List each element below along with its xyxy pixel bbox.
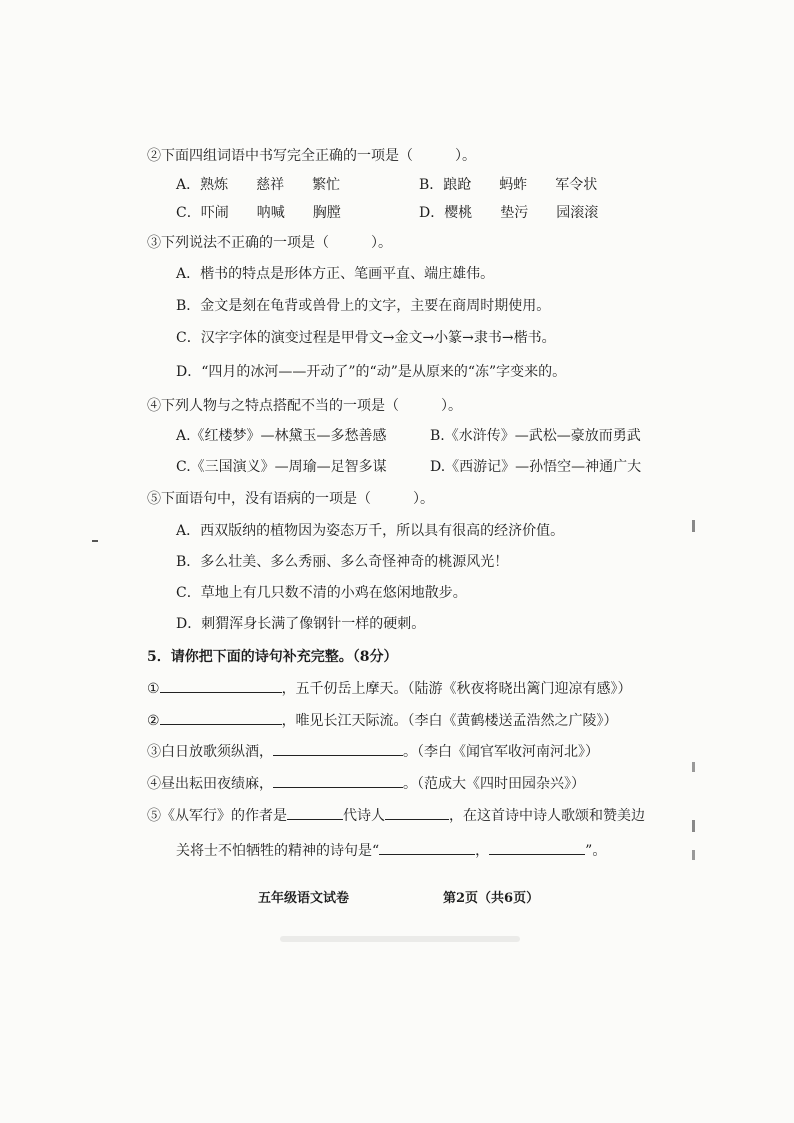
q5-option-a: A．西双版纳的植物因为姿态万千，所以具有很高的经济价值。 — [176, 523, 565, 539]
poem-item-4-suffix: 。（范成大《四时田园杂兴》） — [403, 776, 585, 792]
scan-mark — [692, 762, 695, 772]
poem-blank-3[interactable] — [273, 741, 403, 756]
q2-option-d: D．樱桃 垫污 园滚滚 — [419, 205, 599, 221]
poem-item-2 — [147, 710, 618, 731]
poem-blank-5-line2[interactable] — [489, 840, 585, 855]
poem-item-5-line2-a: 关将士不怕牺牲的精神的诗句是“ — [176, 843, 380, 859]
q4-option-c: C.《三国演义》—周瑜—足智多谋 — [176, 459, 387, 475]
poem-item-1 — [147, 678, 632, 699]
q2-option-b: B．踉跄 蚂蚱 军令状 — [419, 177, 598, 193]
poem-section-title: 5．请你把下面的诗句补充完整。（8分） — [147, 649, 398, 665]
poem-item-4 — [147, 773, 585, 794]
scan-mark — [692, 820, 695, 832]
q3-option-b: B．金文是刻在龟背或兽骨上的文字，主要在商周时期使用。 — [176, 298, 551, 314]
poem-item-1-suffix: ，五千仞岳上摩天。（陆游《秋夜将晓出篱门迎凉有感》） — [281, 681, 632, 697]
q2-stem: ②下面四组词语中书写完全正确的一项是（ ）。 — [147, 148, 476, 164]
poem-blank-4[interactable] — [273, 773, 403, 788]
poem-blank-5-dynasty[interactable] — [287, 805, 343, 820]
poem-blank-1[interactable] — [160, 678, 282, 693]
q5-option-b: B．多么壮美、多么秀丽、多么奇怪神奇的桃源风光！ — [176, 554, 509, 570]
footer-subject: 五年级语文试卷 — [258, 891, 350, 906]
poem-item-3 — [147, 741, 599, 762]
poem-item-5-line2 — [176, 840, 606, 861]
q5-option-d: D．刺猬浑身长满了像钢针一样的硬刺。 — [176, 616, 426, 632]
scan-mark — [692, 520, 695, 532]
poem-blank-2[interactable] — [160, 710, 282, 725]
q4-option-d: D.《西游记》—孙悟空—神通广大 — [430, 459, 642, 475]
q2-option-a: A．熟炼 慈祥 繁忙 — [176, 177, 341, 193]
poem-item-5-b: 代诗人 — [343, 808, 385, 824]
poem-item-5-a: ⑤《从军行》的作者是 — [147, 808, 287, 824]
poem-item-3-suffix: 。（李白《闻官军收河南河北》） — [403, 744, 599, 760]
q2-option-c: C．吓闹 呐喊 胸膛 — [176, 205, 341, 221]
q3-option-c: C．汉字字体的演变过程是甲骨文→金文→小篆→隶书→楷书。 — [176, 330, 556, 346]
poem-blank-5-poet[interactable] — [385, 805, 449, 820]
q3-option-a: A．楷书的特点是形体方正、笔画平直、端庄雄伟。 — [176, 266, 495, 282]
q3-option-d: D．“四月的冰河——开动了”的“动”是从原来的“冻”字变来的。 — [176, 364, 567, 380]
footer-page-number: 第2页（共6页） — [443, 891, 540, 906]
poem-item-5-line2-c: ”。 — [585, 843, 607, 859]
poem-blank-5-line1[interactable] — [379, 840, 475, 855]
scan-mark — [92, 540, 98, 542]
poem-item-1-prefix: ① — [147, 681, 160, 697]
q4-option-b: B.《水浒传》—武松—豪放而勇武 — [430, 428, 641, 444]
scan-mark — [692, 850, 695, 860]
poem-item-2-suffix: ，唯见长江天际流。（李白《黄鹤楼送孟浩然之广陵》） — [281, 713, 618, 729]
scan-smudge — [280, 936, 520, 942]
q3-stem: ③下列说法不正确的一项是（ ）。 — [147, 235, 392, 251]
poem-item-2-prefix: ② — [147, 713, 160, 729]
q5-stem: ⑤下面语句中，没有语病的一项是（ ）。 — [147, 491, 434, 507]
poem-item-3-prefix: ③白日放歌须纵酒， — [147, 744, 273, 760]
poem-item-5 — [147, 805, 645, 826]
q5-option-c: C．草地上有几只数不清的小鸡在悠闲地散步。 — [176, 585, 467, 601]
q4-option-a: A.《红楼梦》—林黛玉—多愁善感 — [176, 428, 387, 444]
poem-item-4-prefix: ④昼出耘田夜绩麻， — [147, 776, 273, 792]
poem-item-5-c: ，在这首诗中诗人歌颂和赞美边 — [449, 808, 645, 824]
poem-item-5-line2-b: ， — [475, 843, 490, 859]
q4-stem: ④下列人物与之特点搭配不当的一项是（ ）。 — [147, 398, 462, 414]
